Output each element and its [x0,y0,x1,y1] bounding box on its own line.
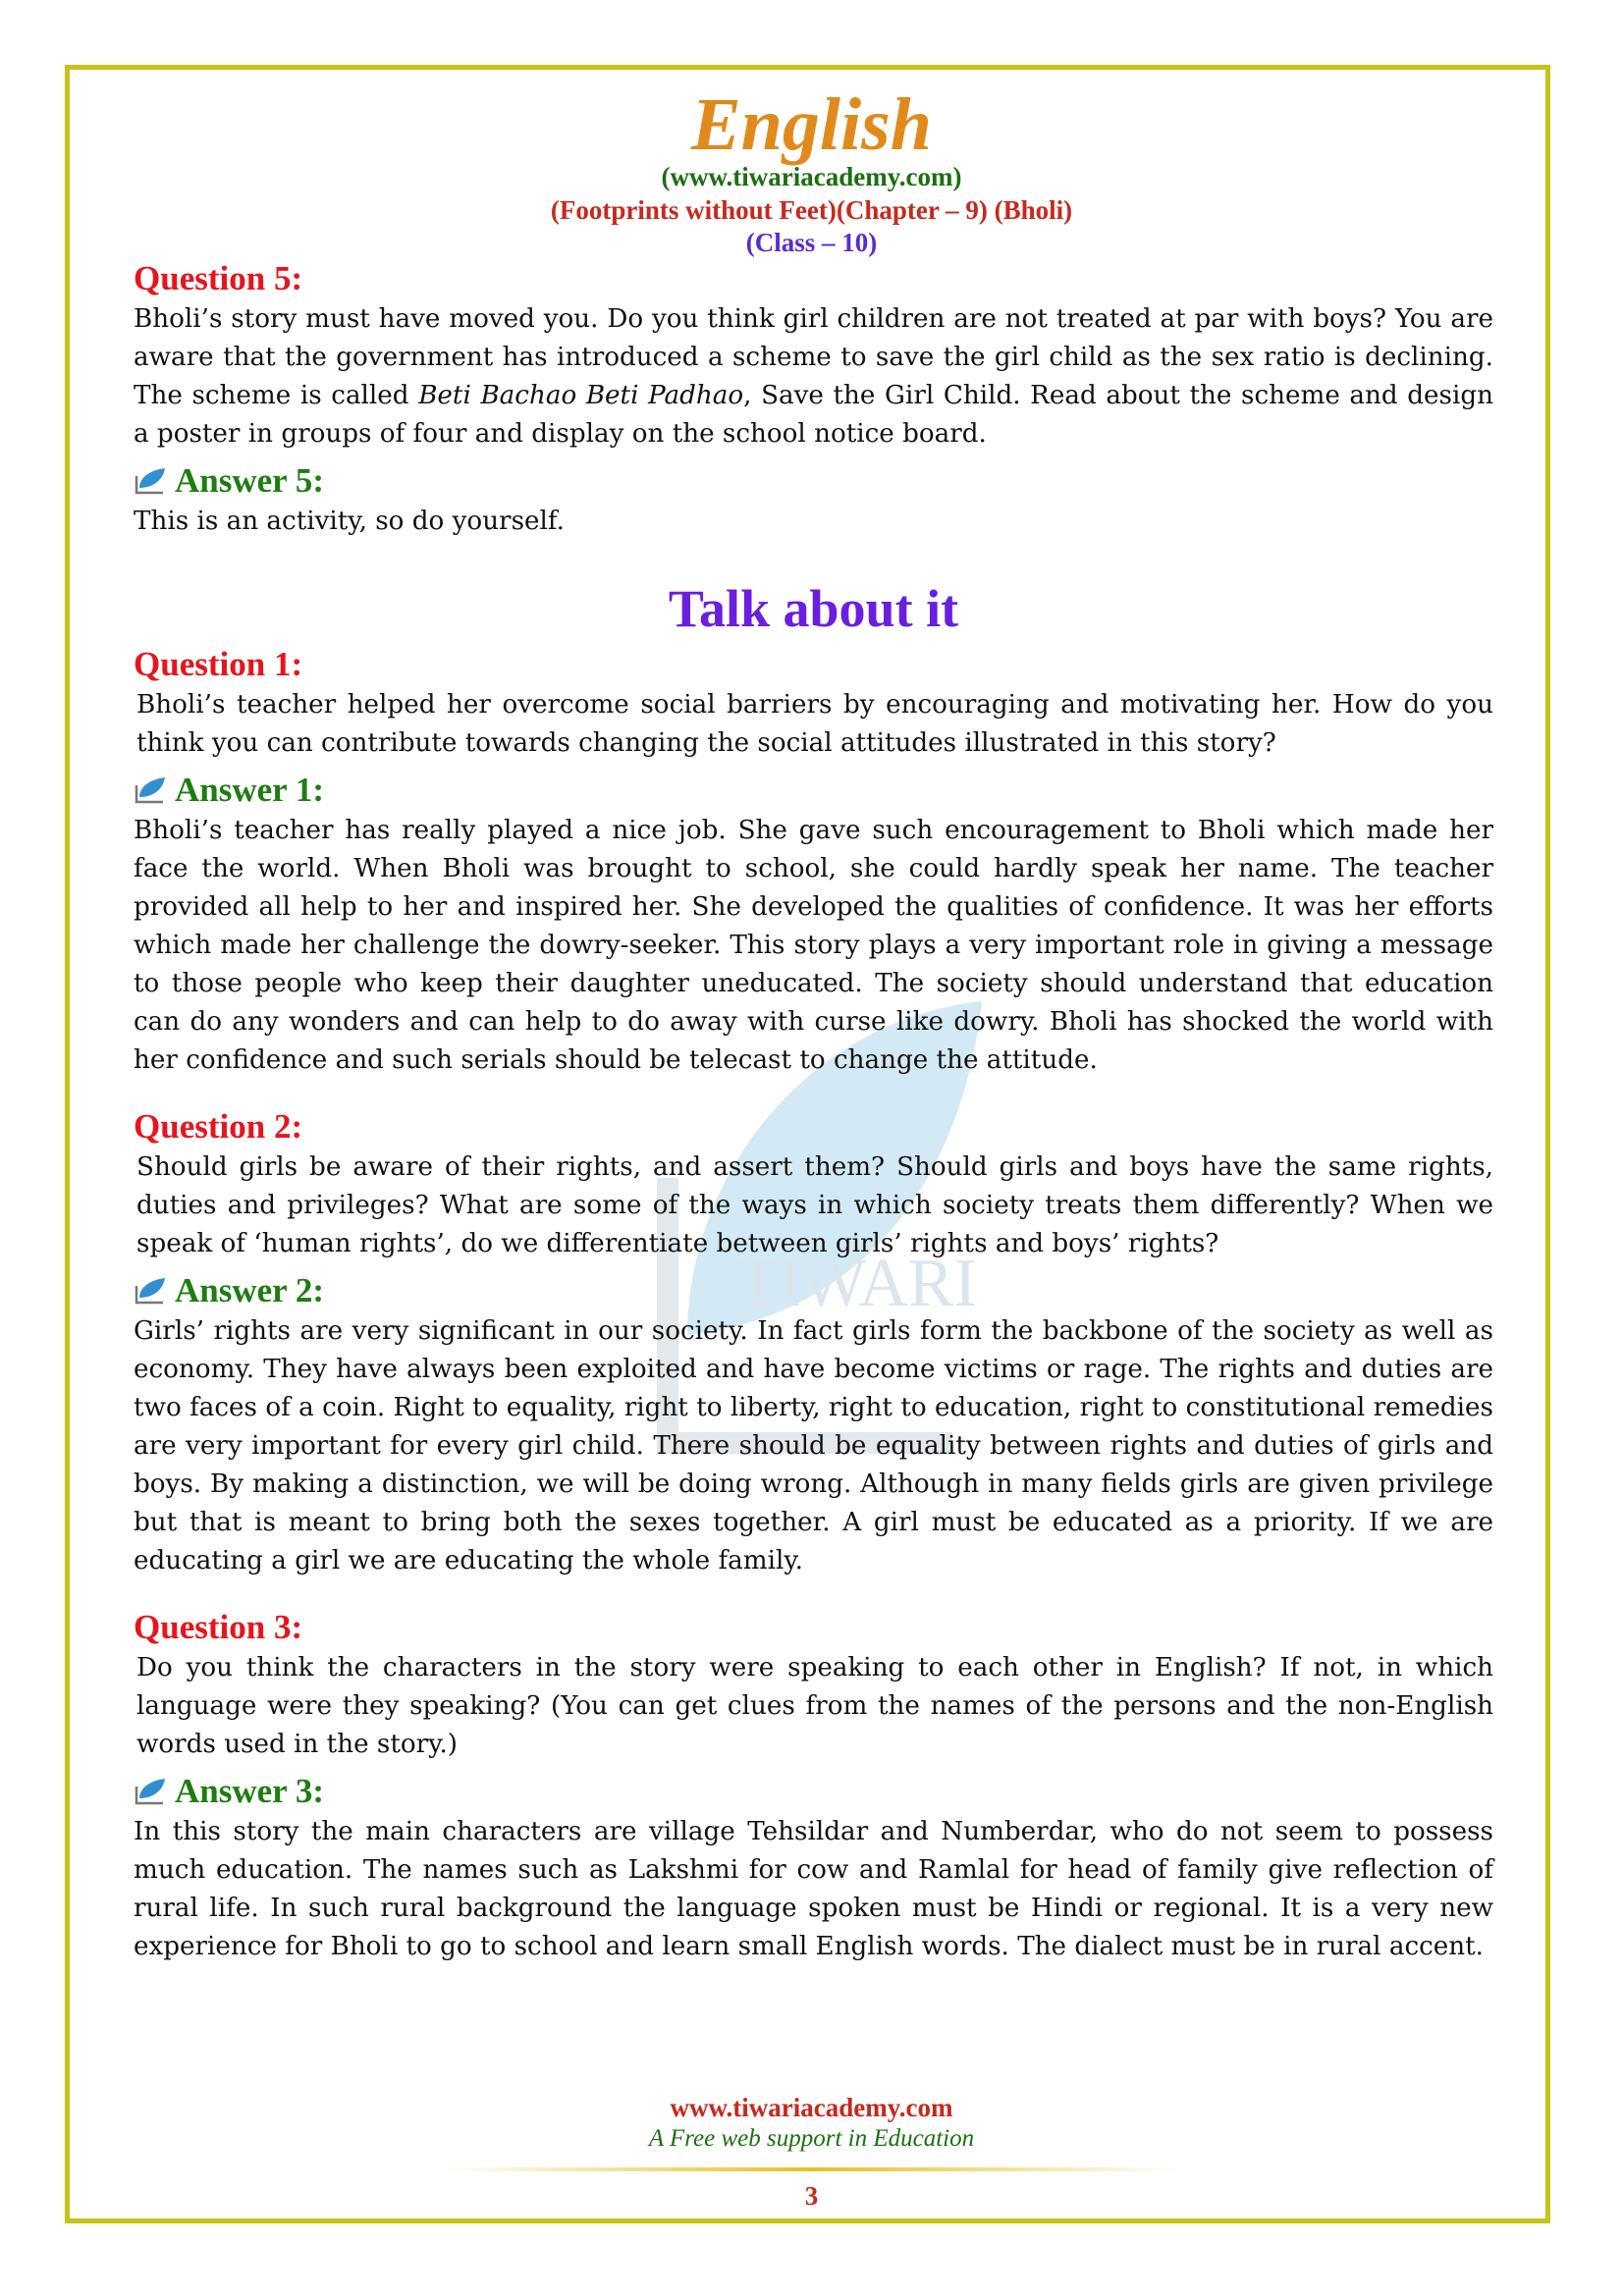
question-block-1 [134,643,1493,1080]
tiwari-leaf-icon [134,1777,167,1806]
question-text: Bholi’s teacher helped her overcome social barriers by encouraging and motivating her. How do you think you can contribute towards changing the social attitudes illustrated in this story? [136,690,1493,758]
question-text: Should girls be aware of their rights, and assert them? Should girls and boys have the same rights, duties and privileges? What are some of the ways in which society treats them differently? When we speak of ‘human rights’, do we differentiate between girls’ rights and boys’ rights? [136,1152,1493,1258]
tiwari-leaf-icon [134,466,167,496]
answer-text: This is an activity, so do yourself. [134,507,565,536]
page-number: 3 [804,2181,819,2211]
answer-heading: Answer 3: [134,1770,1493,1813]
footer-tagline: A Free web support in Education [648,2125,975,2152]
header-subtitle: (Footprints without Feet)(Chapter – 9) (Bholi) [550,195,1073,225]
footer-website[interactable]: www.tiwariacademy.com [670,2093,953,2122]
question-heading: Question 5: [134,259,303,297]
main-content [134,257,1493,1966]
question-heading: Question 2: [134,1107,303,1146]
tiwari-leaf-icon [134,1276,167,1306]
question-heading: Question 3: [134,1608,303,1646]
answer-text: Bholi’s teacher has really played a nice job. She gave such encouragement to Bholi which made her face the world. When Bholi was brought to school, she could hardly speak her name. The teacher provided all help to her and inspired her. She developed the qualities of confidence. It was her efforts which made her challenge the dowry-seeker. This story plays a very important role in giving a message to those people who keep their daughter uneducated. The society should understand that education can do any wonders and can help to do away with curse like dowry. Bholi has shocked the world with her confidence and such serials should be telecast to change the attitude. [134,816,1493,1075]
question-text: Bholi’s story must have moved you. Do you think girl children are not treated at par with boys? You are aware that the government has introduced a scheme to save the girl child as the sex ratio is declining. The scheme is called Beti Bachao Beti Padhao, Save the Girl Child. Read about the scheme and design a poster in groups of four and display on the school notice board. [134,304,1493,449]
footer-divider [444,2167,1180,2171]
page-title: English [690,83,933,166]
section-title: Talk about it [668,579,959,638]
tiwari-leaf-icon [134,775,167,805]
question-heading: Question 1: [134,645,303,683]
question-block-3 [134,1606,1493,1966]
watermark-text: TIWARI [736,1246,977,1321]
answer-heading: Answer 2: [134,1269,1493,1312]
question-block-q5 [134,257,1493,541]
header-class: (Class – 10) [745,228,878,257]
question-block-2 [134,1105,1493,1580]
answer-heading: Answer 1: [134,769,1493,812]
answer-heading: Answer 5: [134,459,1493,503]
answer-text: In this story the main characters are village Tehsildar and Numberdar, who do not seem to possess much education. The names such as Lakshmi for cow and Ramlal for head of family give reflection of rural life. In such rural background the language spoken must be Hindi or regional. It is a very new experience for Bholi to go to school and learn small English words. The dialect must be in rural accent. [134,1817,1493,1961]
question-text: Do you think the characters in the story were speaking to each other in English? If not, in which language were they speaking? (You can get clues from the names of the persons and the non-English words used in the story.) [136,1653,1493,1759]
header-website: (www.tiwariacademy.com) [661,162,962,191]
answer-text: Girls’ rights are very significant in our society. In fact girls form the backbone of the society as well as economy. They have always been exploited and have become victims or rage. The rights and duties are two faces of a coin. Right to equality, right to liberty, right to education, right to constitutional remedies are very important for every girl child. There should be equality between rights and duties of girls and boys. By making a distinction, we will be doing wrong. Although in many fields girls are given privilege but that is meant to bring both the sexes together. A girl must be educated as a priority. If we are educating a girl we are educating the whole family. [134,1316,1493,1575]
